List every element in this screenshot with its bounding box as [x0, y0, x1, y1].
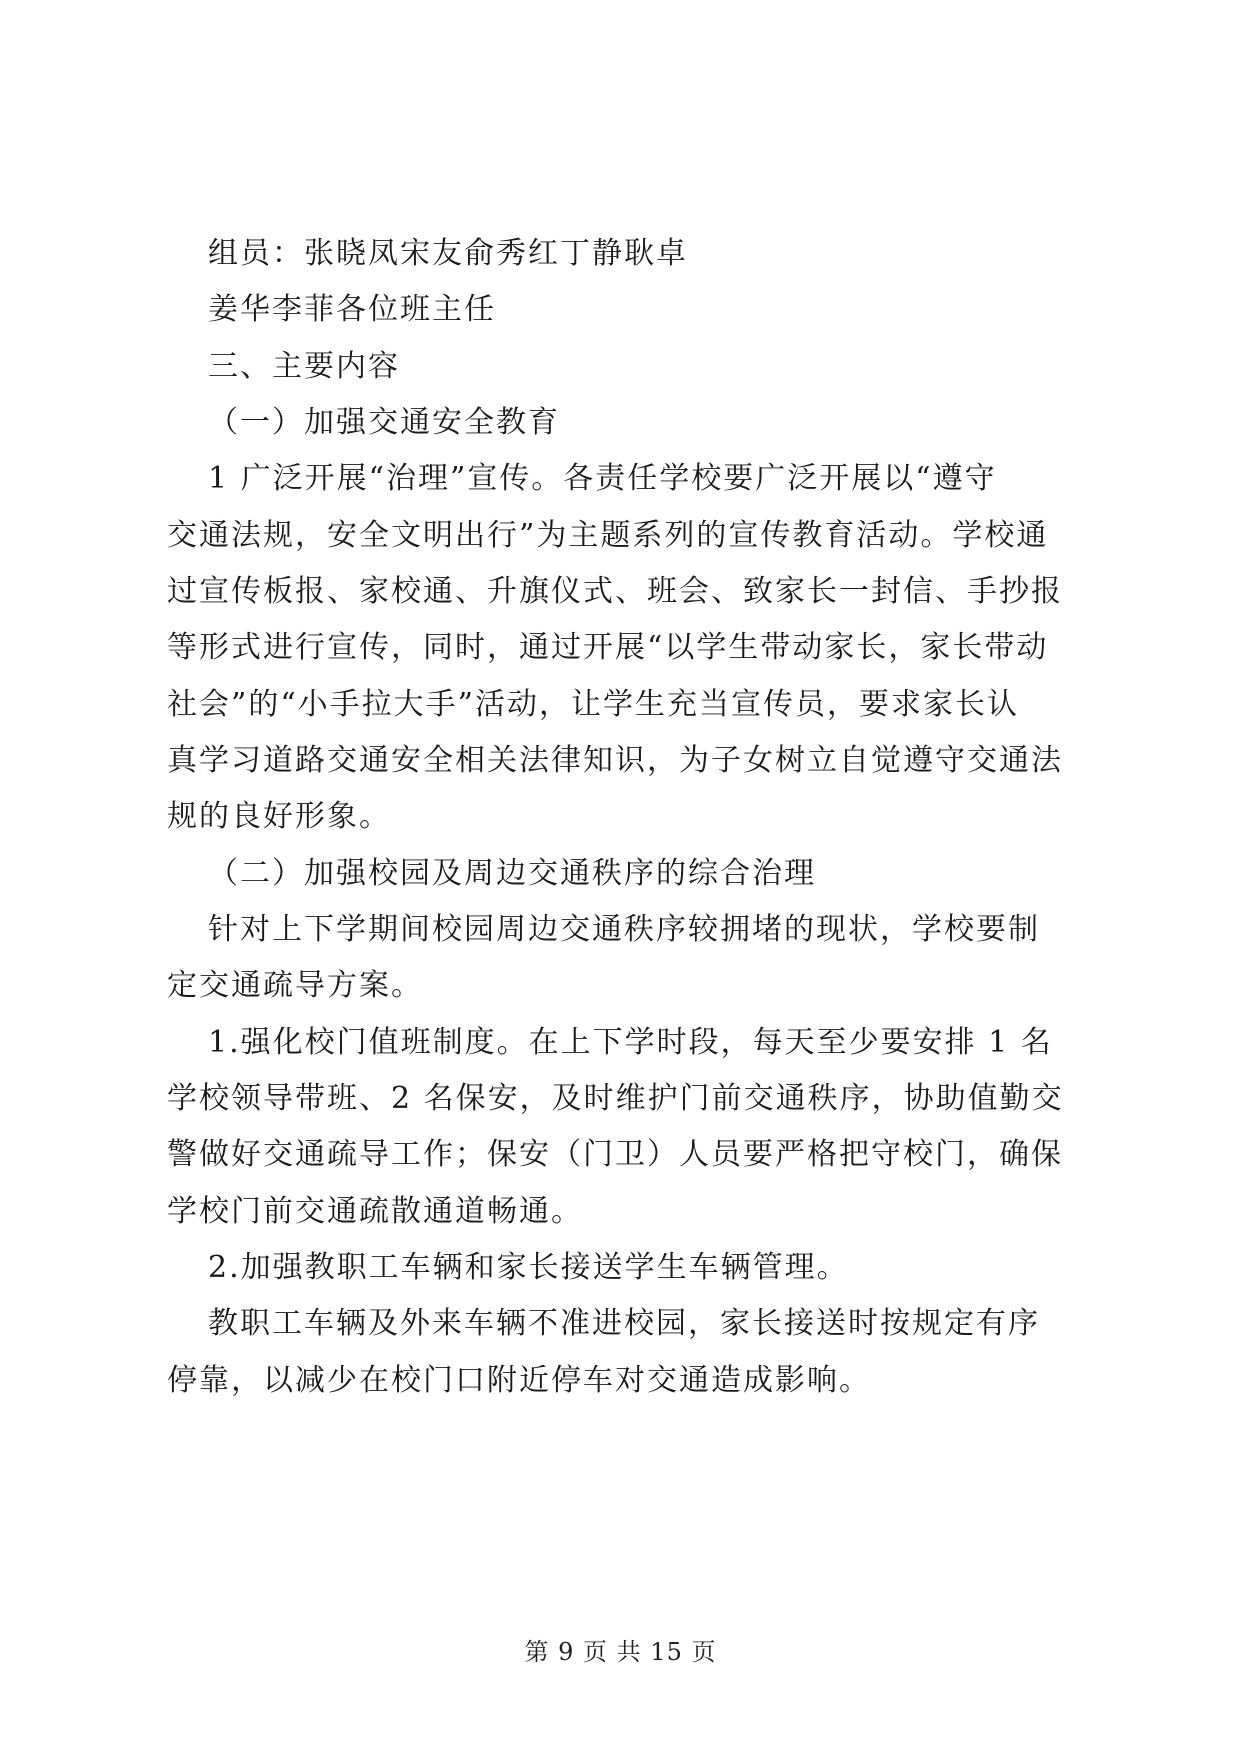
paragraph-line: 教职工车辆及外来车辆不准进校园，家长接送时按规定有序 — [208, 1306, 1040, 1341]
paragraph-line: 1.强化校门值班制度。在上下学时段，每天至少要安排 1 名 — [208, 1025, 1053, 1060]
subsection-heading: （二）加强校园及周边交通秩序的综合治理 — [208, 856, 816, 891]
paragraph-line: 学校门前交通疏散通道畅通。 — [167, 1194, 583, 1229]
member-line: 组员：张晓凤宋友俞秀红丁静耿卓 — [208, 236, 688, 271]
subsection-heading: （一）加强交通安全教育 — [208, 405, 560, 440]
paragraph-line: 真学习道路交通安全相关法律知识，为子女树立自觉遵守交通法 — [167, 743, 1063, 778]
paragraph-line: 过宣传板报、家校通、升旗仪式、班会、致家长一封信、手抄报 — [167, 574, 1063, 609]
paragraph-line: 学校领导带班、2 名保安，及时维护门前交通秩序，协助值勤交 — [167, 1081, 1064, 1116]
section-heading: 三、主要内容 — [208, 349, 400, 384]
paragraph-line: 交通法规，安全文明出行”为主题系列的宣传教育活动。学校通 — [167, 518, 1049, 553]
paragraph-line: 1 广泛开展“治理”宣传。各责任学校要广泛开展以“遵守 — [208, 461, 997, 496]
paragraph-line: 2.加强教职工车辆和家长接送学生车辆管理。 — [208, 1250, 849, 1285]
paragraph-line: 等形式进行宣传，同时，通过开展“以学生带动家长，家长带动 — [167, 630, 1049, 665]
paragraph-line: 警做好交通疏导工作；保安（门卫）人员要严格把守校门，确保 — [167, 1137, 1063, 1172]
page-number-footer: 第 9 页 共 15 页 — [524, 1638, 717, 1666]
paragraph-line: 针对上下学期间校园周边交通秩序较拥堵的现状，学校要制 — [208, 912, 1040, 947]
paragraph-line: 停靠，以减少在校门口附近停车对交通造成影响。 — [167, 1363, 871, 1398]
paragraph-line: 定交通疏导方案。 — [167, 968, 423, 1003]
paragraph-line: 规的良好形象。 — [167, 799, 391, 834]
paragraph-line: 社会”的“小手拉大手”活动，让学生充当宣传员，要求家长认 — [167, 687, 1020, 722]
member-line-continued: 姜华李菲各位班主任 — [208, 292, 496, 327]
